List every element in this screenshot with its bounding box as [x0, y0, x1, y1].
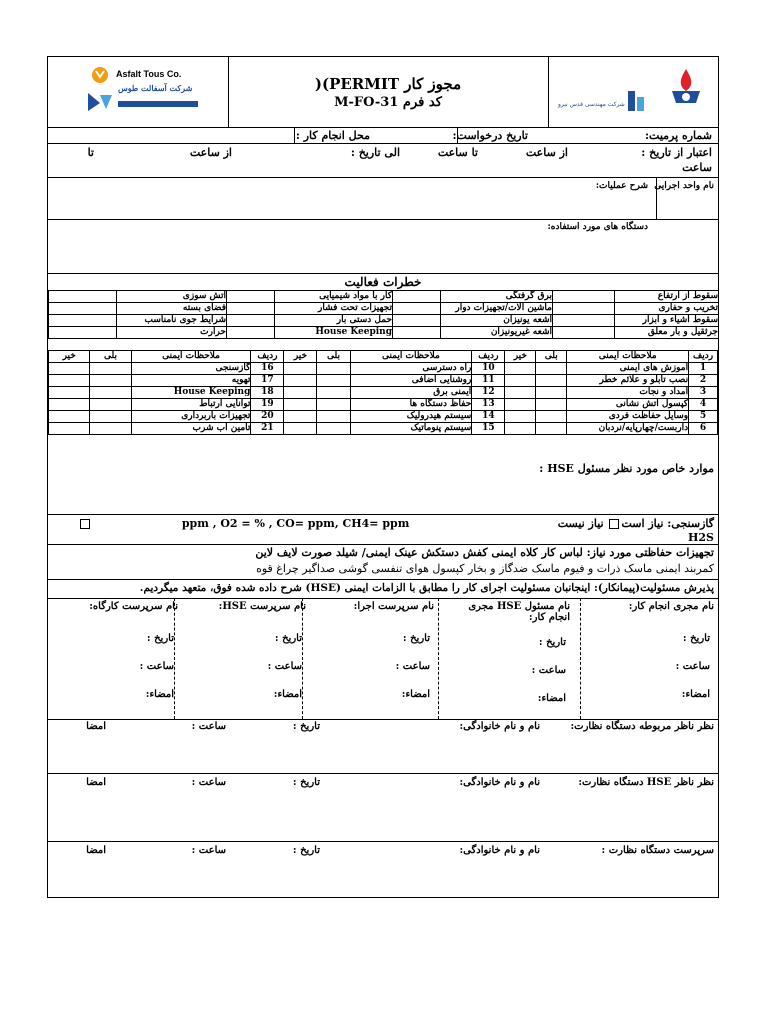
safety-note: روشنایی اضافی — [350, 375, 472, 387]
hour-wrap: ساعت — [682, 161, 712, 174]
safety-row-number: 21 — [251, 423, 284, 435]
safety-row-number: 10 — [472, 363, 505, 375]
safety-note: کپسول اتش نشانی — [567, 399, 689, 411]
safety-note: داربست/چهارپایه/نردبان — [567, 423, 689, 435]
supervisor-name-field[interactable]: نام و نام خانوادگی: — [459, 845, 540, 856]
left-logo-stripe — [118, 101, 198, 107]
safety-row-number: 19 — [251, 399, 284, 411]
until-date: الی تاریخ : — [350, 146, 400, 159]
request-date: تاریخ درخواست: — [452, 129, 528, 142]
safety-row-number: 5 — [689, 411, 718, 423]
company-logo-icon — [86, 65, 114, 115]
hazard-label: ماشین الات/تجهیزات دوار — [441, 303, 553, 315]
signer-date-field[interactable]: تاریخ : — [402, 633, 430, 644]
hazard-checkbox[interactable] — [49, 303, 117, 315]
hazard-row — [49, 315, 719, 327]
hazard-label: تخریب و حفاری — [615, 303, 719, 315]
hazard-checkbox[interactable] — [393, 303, 441, 315]
safety-row-number: 13 — [472, 399, 505, 411]
exec-unit: نام واحد اجرایی — [654, 181, 714, 191]
hazard-label: House Keeping — [275, 327, 393, 339]
hse-special-notes: موارد خاص مورد نظر مسئول HSE : — [539, 462, 714, 475]
safety-note: امداد و نجات — [567, 387, 689, 399]
devices-used: دستگاه های مورد استفاده: — [547, 222, 648, 232]
safety-note: تهویه — [131, 375, 251, 387]
hazards-title: خطرات فعالیت — [344, 275, 422, 289]
safety-note: توانایی ارتباط — [131, 399, 251, 411]
safety-yes-cell[interactable] — [90, 375, 131, 387]
safety-row — [49, 363, 718, 375]
safety-header-yes: بلی — [317, 351, 350, 363]
safety-header-notes: ملاحظات ایمنی — [567, 351, 689, 363]
gas-test-label: گازسنجی: نیاز است نیاز نیست — [557, 517, 714, 530]
hazard-checkbox[interactable] — [49, 327, 117, 339]
supervisor-signature-field[interactable]: امضا — [86, 721, 106, 732]
safety-note: سیستم پنوماتیک — [350, 423, 472, 435]
hazard-label: برق گرفتگی — [441, 291, 553, 303]
safety-no-cell[interactable] — [49, 399, 90, 411]
safety-header-yes: بلی — [536, 351, 567, 363]
signer-title: نام مجری انجام کار: — [628, 601, 714, 612]
supervisor-date-field[interactable]: تاریخ : — [292, 777, 320, 788]
signer-date-field[interactable]: تاریخ : — [538, 637, 566, 648]
hazard-row — [49, 291, 719, 303]
supervisor-label: سرپرست دستگاه نظارت : — [601, 845, 714, 856]
supervisor-time-field[interactable]: ساعت : — [191, 845, 226, 856]
hazard-label: جرثقیل و بار معلق — [615, 327, 719, 339]
hazard-row — [49, 303, 719, 315]
safety-row-number: 12 — [472, 387, 505, 399]
left-logo-fa: شرکت آسفالت طوس — [118, 83, 193, 93]
supervisor-name-field[interactable]: نام و نام خانوادگی: — [459, 777, 540, 788]
hazard-label: شرایط جوی نامناسب — [117, 315, 227, 327]
form-code: کد فرم M-FO-31 — [334, 95, 442, 110]
hazard-checkbox[interactable] — [227, 303, 275, 315]
signer-time-field[interactable]: ساعت : — [267, 661, 302, 672]
safety-note: گازسنجی — [131, 363, 251, 375]
hazard-row — [49, 327, 719, 339]
safety-note: تامین اب شرب — [131, 423, 251, 435]
left-logo-en: Asfalt Tous Co. — [116, 69, 182, 79]
hazard-label: تجهیزات تحت فشار — [275, 303, 393, 315]
signer-date-field[interactable]: تاریخ : — [682, 633, 710, 644]
hazards-table — [48, 290, 719, 339]
signer-title: نام سرپرست HSE: — [218, 601, 306, 612]
safety-no-cell[interactable] — [49, 363, 90, 375]
hazard-checkbox[interactable] — [553, 291, 615, 303]
supervisor-date-field[interactable]: تاریخ : — [292, 721, 320, 732]
safety-header-row: ردیف — [251, 351, 284, 363]
signer-signature-field[interactable]: امضاء: — [681, 689, 710, 700]
to-hour-1: تا ساعت — [437, 146, 478, 159]
signer-date-field[interactable]: تاریخ : — [274, 633, 302, 644]
safety-header-row — [49, 351, 718, 363]
from-hour-1: از ساعت — [525, 146, 568, 159]
supervisor-time-field[interactable]: ساعت : — [191, 721, 226, 732]
safety-yes-cell[interactable] — [90, 363, 131, 375]
safety-header-row: ردیف — [689, 351, 718, 363]
safety-yes-cell[interactable] — [536, 387, 567, 399]
safety-yes-cell[interactable] — [90, 387, 131, 399]
gas-extra-checkbox[interactable] — [80, 519, 90, 529]
permit-form — [47, 56, 719, 898]
safety-no-cell[interactable] — [284, 387, 317, 399]
engineering-logo-icon — [626, 89, 646, 113]
hazard-checkbox[interactable] — [227, 315, 275, 327]
safety-no-cell[interactable] — [505, 375, 536, 387]
safety-no-cell[interactable] — [505, 363, 536, 375]
permit-number: شماره پرمیت: — [644, 129, 712, 142]
safety-no-cell[interactable] — [284, 411, 317, 423]
safety-note: راه دسترسی — [350, 363, 472, 375]
supervisor-date-field[interactable]: تاریخ : — [292, 845, 320, 856]
supervisor-label: نظر ناظر HSE دستگاه نظارت: — [578, 777, 714, 788]
safety-yes-cell[interactable] — [536, 399, 567, 411]
ppe-line-1: تجهیزات حفاظتی مورد نیاز: لباس کار کلاه ایمنی کفش دستکش عینک ایمنی/ شیلد صورت لایف لاین — [255, 546, 714, 559]
safety-table — [48, 350, 718, 435]
safety-yes-cell[interactable] — [317, 411, 350, 423]
signer-date-field[interactable]: تاریخ : — [146, 633, 174, 644]
signer-time-field[interactable]: ساعت : — [139, 661, 174, 672]
signer-signature-field[interactable]: امضاء: — [401, 689, 430, 700]
signer-signature-field[interactable]: امضاء: — [273, 689, 302, 700]
acceptance-statement: پذیرش مسئولیت(پیمانکار): اینجانبان مسئولیت اجرای کار را مطابق با الزامات ایمنی (HSE) شرح داده شده فوق، متعهد میگردیم. — [139, 582, 714, 594]
hazard-checkbox[interactable] — [553, 303, 615, 315]
safety-row — [49, 411, 718, 423]
safety-note: تجهیزات باربرداری — [131, 411, 251, 423]
safety-row-number: 4 — [689, 399, 718, 411]
supervisor-signature-field[interactable]: امضا — [86, 845, 106, 856]
signer-divider — [438, 598, 439, 719]
safety-header-notes: ملاحظات ایمنی — [350, 351, 472, 363]
safety-no-cell[interactable] — [284, 363, 317, 375]
safety-yes-cell[interactable] — [317, 363, 350, 375]
supervisor-name-field[interactable]: نام و نام خانوادگی: — [459, 721, 540, 732]
hazard-label: فضای بسته — [117, 303, 227, 315]
hazard-checkbox[interactable] — [553, 315, 615, 327]
safety-header-notes: ملاحظات ایمنی — [131, 351, 251, 363]
safety-yes-cell[interactable] — [536, 375, 567, 387]
ops-desc: شرح عملیات: — [595, 181, 648, 191]
supervision-divider — [48, 773, 718, 774]
safety-header-no: خیر — [505, 351, 536, 363]
left-logo — [48, 57, 228, 127]
safety-row-number: 14 — [472, 411, 505, 423]
right-logo-text: شرکت مهندسی قدس نیرو — [558, 101, 625, 108]
to-2: تا — [87, 146, 94, 159]
signer-divider — [580, 598, 581, 719]
h2s-label: H2S — [688, 531, 714, 544]
hazard-label: اشعه یونیزان — [441, 315, 553, 327]
safety-no-cell[interactable] — [505, 387, 536, 399]
safety-yes-cell[interactable] — [536, 363, 567, 375]
signer-time-field[interactable]: ساعت : — [531, 665, 566, 676]
hazard-checkbox[interactable] — [227, 291, 275, 303]
hazard-label: حمل دستی بار — [275, 315, 393, 327]
signer-title: نام سرپرست اجرا: — [353, 601, 434, 612]
from-hour-2: از ساعت — [189, 146, 232, 159]
safety-note: حفاظ دستگاه ها — [350, 399, 472, 411]
hazard-label: سقوط اشیاء و ابزار — [615, 315, 719, 327]
hazard-label: سقوط از ارتفاع — [615, 291, 719, 303]
safety-row-number: 18 — [251, 387, 284, 399]
safety-header-no: خیر — [49, 351, 90, 363]
page-title: مجوز کار PERMIT)( — [314, 75, 462, 93]
safety-yes-cell[interactable] — [317, 375, 350, 387]
hazard-label: حرارت — [117, 327, 227, 339]
safety-yes-cell[interactable] — [90, 399, 131, 411]
safety-yes-cell[interactable] — [90, 411, 131, 423]
right-logo — [548, 57, 718, 127]
supervision-divider — [48, 841, 718, 842]
hazard-label: اتش سوزی — [117, 291, 227, 303]
signer-divider — [302, 598, 303, 719]
gas-needed-checkbox[interactable] — [609, 519, 619, 529]
safety-note: وسایل حفاظت فردی — [567, 411, 689, 423]
safety-row — [49, 375, 718, 387]
safety-no-cell[interactable] — [49, 423, 90, 435]
safety-row-number: 11 — [472, 375, 505, 387]
safety-note: نصب تابلو و علائم خطر — [567, 375, 689, 387]
work-place: محل انجام کار : — [295, 129, 370, 142]
signer-time-field[interactable]: ساعت : — [395, 661, 430, 672]
supervisor-time-field[interactable]: ساعت : — [191, 777, 226, 788]
gas-readings-text: ppm , O2 = % , CO= ppm, CH4= ppm — [181, 517, 410, 530]
hazard-checkbox[interactable] — [393, 327, 441, 339]
safety-row-number: 20 — [251, 411, 284, 423]
safety-header-no: خیر — [284, 351, 317, 363]
oil-company-logo-icon — [666, 67, 706, 113]
signer-signature-field[interactable]: امضاء: — [537, 693, 566, 704]
safety-row-number: 3 — [689, 387, 718, 399]
safety-note: سیستم هیدرولیک — [350, 411, 472, 423]
hazard-checkbox[interactable] — [49, 291, 117, 303]
hazard-checkbox[interactable] — [49, 315, 117, 327]
safety-no-cell[interactable] — [49, 387, 90, 399]
signer-title: نام سرپرست کارگاه: — [89, 601, 178, 612]
safety-yes-cell[interactable] — [536, 423, 567, 435]
safety-row-number: 2 — [689, 375, 718, 387]
safety-no-cell[interactable] — [505, 399, 536, 411]
safety-yes-cell[interactable] — [536, 411, 567, 423]
supervisor-signature-field[interactable]: امضا — [86, 777, 106, 788]
safety-no-cell[interactable] — [284, 375, 317, 387]
ppe-line-2: کمربند ایمنی ماسک ذرات و فیوم ماسک ضدگاز و بخار کپسول هوای تنفسی گوشی صداگیر چراغ قوه — [256, 562, 714, 575]
safety-header-row: ردیف — [472, 351, 505, 363]
signer-title: نام مسئول HSE مجری انجام کار: — [468, 601, 570, 623]
hazard-checkbox[interactable] — [393, 291, 441, 303]
safety-row — [49, 399, 718, 411]
safety-no-cell[interactable] — [49, 375, 90, 387]
safety-no-cell[interactable] — [505, 423, 536, 435]
safety-row-number: 6 — [689, 423, 718, 435]
safety-note: House Keeping — [131, 387, 251, 399]
safety-row — [49, 387, 718, 399]
hazard-checkbox[interactable] — [553, 327, 615, 339]
safety-no-cell[interactable] — [284, 399, 317, 411]
safety-row-number: 17 — [251, 375, 284, 387]
safety-no-cell[interactable] — [49, 411, 90, 423]
hazard-checkbox[interactable] — [227, 327, 275, 339]
gas-readings — [78, 517, 409, 530]
signer-divider — [174, 598, 175, 719]
safety-row — [49, 423, 718, 435]
valid-from-date: اعتبار از تاریخ : — [641, 146, 712, 159]
safety-header-yes: بلی — [90, 351, 131, 363]
safety-yes-cell[interactable] — [317, 399, 350, 411]
safety-note: ایمنی برق — [350, 387, 472, 399]
safety-row-number: 1 — [689, 363, 718, 375]
safety-note: اموزش های ایمنی — [567, 363, 689, 375]
safety-no-cell[interactable] — [505, 411, 536, 423]
hazard-label: اشعه غیریونیزان — [441, 327, 553, 339]
signer-time-field[interactable]: ساعت : — [675, 661, 710, 672]
safety-row-number: 16 — [251, 363, 284, 375]
safety-yes-cell[interactable] — [317, 423, 350, 435]
signer-signature-field[interactable]: امضاء: — [145, 689, 174, 700]
safety-row-number: 15 — [472, 423, 505, 435]
hazard-label: کار با مواد شیمیایی — [275, 291, 393, 303]
supervisor-label: نظر ناظر مربوطه دستگاه نظارت: — [570, 721, 714, 732]
hazard-checkbox[interactable] — [393, 315, 441, 327]
safety-yes-cell[interactable] — [90, 423, 131, 435]
safety-no-cell[interactable] — [284, 423, 317, 435]
safety-yes-cell[interactable] — [317, 387, 350, 399]
